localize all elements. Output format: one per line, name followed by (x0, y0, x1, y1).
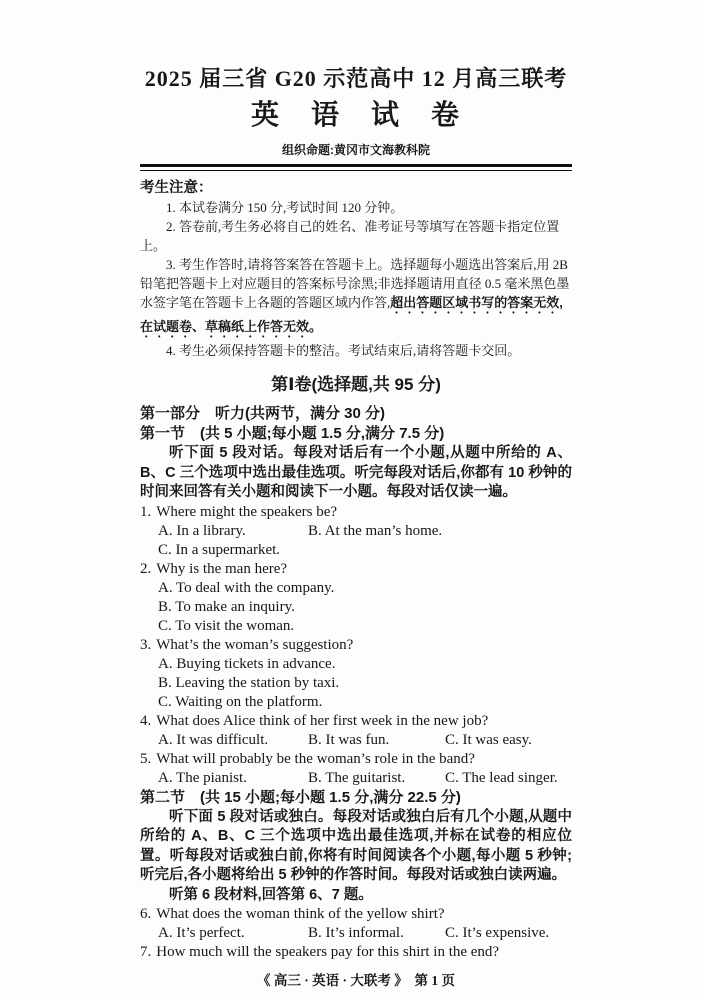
notice-item-3-emphasis: 超出答题区域书写的答案无效,在试题卷、草稿纸上作答无效。 (140, 295, 563, 334)
question-number: 6. (140, 905, 152, 922)
option-a: A. To deal with the company. (158, 579, 335, 596)
option-b: B. It’s informal. (308, 924, 404, 941)
question-number: 2. (140, 560, 152, 577)
option-a: A. The pianist. (158, 769, 247, 786)
paper-header (140, 64, 572, 171)
question-text: What’s the woman’s suggestion? (156, 636, 354, 653)
notice-heading: 考生注意： (140, 180, 213, 196)
question-number: 3. (140, 636, 152, 653)
question-number: 7. (140, 943, 152, 960)
notice-item-3 (140, 255, 572, 341)
question-7 (140, 943, 572, 962)
notice-item-4: 4. 考生必须保持答题卡的整洁。考试结束后,请将答题卡交回。 (166, 343, 521, 358)
question-6 (140, 905, 572, 943)
material-6-note: 听第 6 段材料,回答第 6、7 题。 (169, 886, 373, 903)
option-a: A. It was difficult. (158, 731, 269, 748)
part-1-heading: 第一部分 听力(共两节，满分 30 分) (140, 405, 386, 422)
question-text: What does Alice think of her first week in the new job? (156, 712, 489, 729)
option-b: B. The guitarist. (308, 769, 406, 786)
option-c: C. Waiting on the platform. (158, 693, 323, 710)
organizer-line: 组织命题:黄冈市文海教科院 (282, 143, 430, 157)
question-number: 4. (140, 712, 152, 729)
option-c: C. The lead singer. (445, 769, 558, 786)
option-b: B. To make an inquiry. (158, 598, 295, 615)
section-2-heading: 第二节 (共 15 小题;每小题 1.5 分,满分 22.5 分) (140, 788, 461, 806)
volume-1-title: 第Ⅰ卷(选择题,共 95 分) (271, 375, 441, 394)
option-a: A. It’s perfect. (158, 924, 245, 941)
question-4 (140, 712, 572, 750)
notice-item-2: 2. 答卷前,考生务必将自己的姓名、准考证号等填写在答题卡指定位置上。 (140, 219, 560, 253)
header-divider (140, 164, 572, 171)
option-b: B. Leaving the station by taxi. (158, 674, 340, 691)
option-c: C. In a supermarket. (158, 541, 281, 558)
notice-item-1: 1. 本试卷满分 150 分,考试时间 120 分钟。 (166, 200, 404, 215)
option-a: A. Buying tickets in advance. (158, 655, 336, 672)
section-1-heading: 第一节 (共 5 小题;每小题 1.5 分,满分 7.5 分) (140, 425, 445, 442)
paper-subject-title: 英 语 试 卷 (250, 100, 461, 131)
option-b: B. It was fun. (308, 731, 390, 748)
question-text: How much will the speakers pay for this shirt in the end? (156, 943, 500, 960)
option-c: C. It was easy. (445, 731, 532, 748)
page-content (140, 64, 572, 990)
question-number: 1. (140, 503, 152, 520)
page-title: 2025 届三省 G20 示范高中 12 月高三联考 (144, 66, 568, 91)
section-1-instructions: 听下面 5 段对话。每段对话后有一个小题,从题中所给的 A、B、C 三个选项中选出最佳选项。听完每段对话后,你都有 10 秒钟的时间来回答有关小题和阅读下一小题。每段对话仅读一遍。 (140, 445, 572, 500)
notice-item-3-lead: 3. 考生作答时,请将答案答在答题卡上。选择题每小题选出答案后,用 2B 铅笔把答题卡上对应题目的答案标号涂黑;非选择题请用直径 0.5 毫米黑色墨水签字笔在答题卡上各题的答题区域内作答, (140, 257, 570, 310)
option-c: C. To visit the woman. (158, 617, 295, 634)
question-2 (140, 560, 572, 636)
option-a: A. In a library. (158, 522, 246, 539)
question-number: 5. (140, 750, 152, 767)
question-text: Where might the speakers be? (156, 503, 338, 520)
examinee-notice (140, 179, 572, 360)
footer-page-info: 《 高三 · 英语 · 大联考 》 第 1 页 (256, 972, 455, 988)
question-3 (140, 636, 572, 712)
option-b: B. At the man’s home. (308, 522, 443, 539)
section-2-instructions: 听下面 5 段对话或独白。每段对话或独白后有几个小题,从题中所给的 A、B、C 三个选项中选出最佳选项,并标在试卷的相应位置。听每段对话或独白前,你将有时间阅读各个小题,每小题 5 秒钟;听完后,各小题将给出 5 秒钟的作答时间。每段对话或独白读两遍。 (140, 808, 572, 883)
question-text: What will probably be the woman’s role in the band? (156, 750, 475, 767)
question-text: Why is the man here? (156, 560, 288, 577)
option-c: C. It’s expensive. (445, 924, 550, 941)
question-text: What does the woman think of the yellow shirt? (156, 905, 445, 922)
question-1 (140, 503, 572, 560)
question-5 (140, 750, 572, 788)
